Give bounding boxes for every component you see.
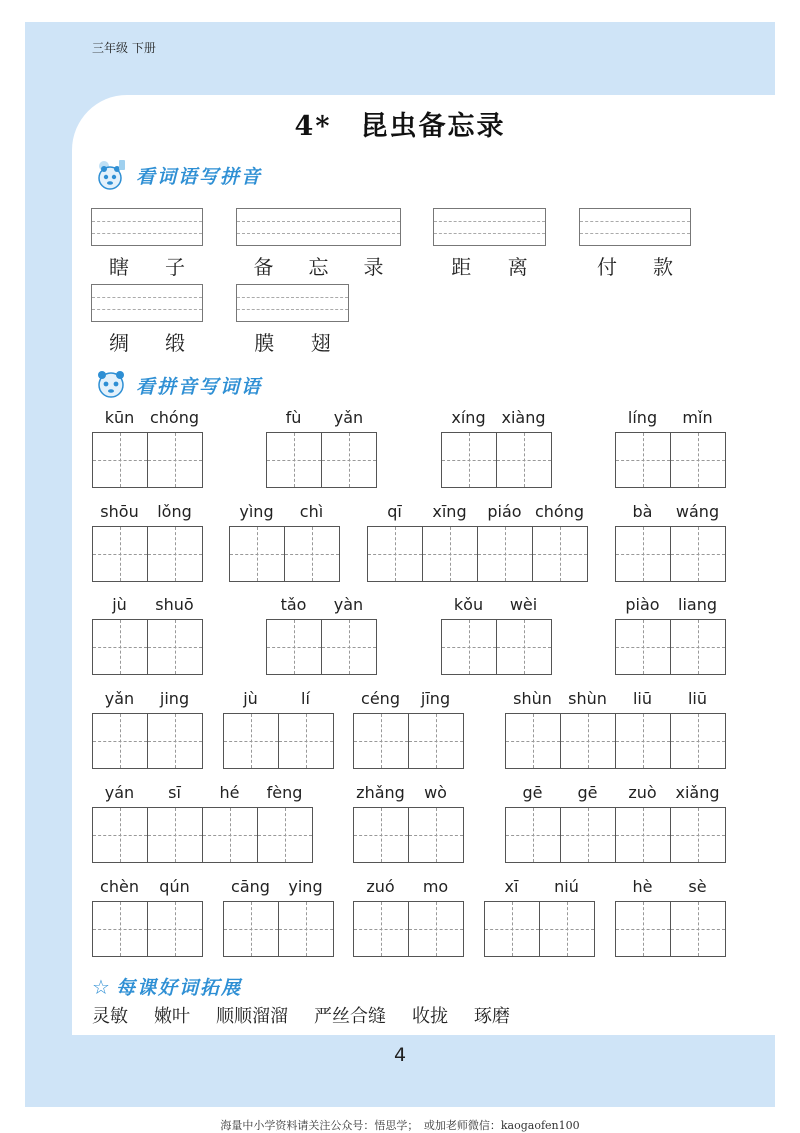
word-char: 款 [653, 255, 673, 279]
tian-zi-ge-cell[interactable] [671, 714, 725, 768]
pinyin-syllable: gē [522, 783, 543, 802]
tian-zi-ge-cell[interactable] [148, 714, 202, 768]
pinyin-writing-lines[interactable] [91, 208, 203, 246]
tian-zi-ge-cell[interactable] [506, 714, 561, 768]
pinyin-syllable: niú [554, 877, 579, 896]
pinyin-syllable: chèn [100, 877, 139, 896]
tian-zi-ge-cell[interactable] [616, 527, 671, 581]
pinyin-writing-lines[interactable] [433, 208, 546, 246]
pinyin-syllable: cāng [231, 877, 270, 896]
tian-zi-ge-cell[interactable] [497, 620, 551, 674]
tian-zi-ge-cell[interactable] [148, 902, 202, 956]
tian-zi-ge-cell[interactable] [506, 808, 561, 862]
extension-word: 嫩叶 [154, 1006, 190, 1027]
pinyin-syllable: líng [627, 408, 658, 427]
tian-zi-ge-cell[interactable] [616, 433, 671, 487]
tian-zi-ge-cell[interactable] [423, 527, 478, 581]
tian-zi-ge-cell[interactable] [478, 527, 533, 581]
pinyin-syllable: chóng [534, 502, 585, 521]
pinyin-word-group [615, 502, 725, 582]
tian-zi-ge-cell[interactable] [354, 808, 409, 862]
pinyin-syllable: céng [361, 689, 400, 708]
tian-zi-ge-cell[interactable] [230, 527, 285, 581]
pinyin-syllable: qī [387, 502, 402, 521]
section-read-words-header [92, 158, 262, 192]
section-extension-label: 每课好词拓展 [115, 977, 242, 999]
tian-zi-ge-cell[interactable] [409, 902, 463, 956]
pinyin-syllable: ying [288, 877, 323, 896]
tian-zi-ge-cell[interactable] [671, 808, 725, 862]
tian-zi-ge-cell[interactable] [442, 620, 497, 674]
pinyin-word-group [441, 408, 551, 488]
pinyin-syllable: chóng [149, 408, 200, 427]
tian-zi-ge-cell[interactable] [93, 808, 148, 862]
word-char: 瞎 [109, 255, 129, 279]
pinyin-syllable: lí [301, 689, 310, 708]
pinyin-syllable: xīng [432, 502, 467, 521]
pinyin-syllable: piáo [487, 502, 522, 521]
word-char: 付 [597, 255, 617, 279]
tian-zi-ge-cell[interactable] [409, 714, 463, 768]
section-extension-header [92, 973, 242, 1000]
pinyin-word-group [92, 408, 202, 488]
pinyin-syllable: kūn [104, 408, 135, 427]
tian-zi-ge-cell[interactable] [93, 902, 148, 956]
word-char: 膜 [254, 331, 275, 355]
tian-zi-ge-cell[interactable] [224, 714, 279, 768]
extension-word: 顺顺溜溜 [216, 1006, 288, 1027]
word-char: 忘 [308, 255, 329, 279]
tian-zi-ge-cell[interactable] [671, 433, 725, 487]
tian-zi-ge-cell[interactable] [671, 527, 725, 581]
tian-zi-ge-cell[interactable] [409, 808, 463, 862]
pinyin-syllable: gē [577, 783, 598, 802]
pinyin-syllable: yàn [333, 595, 364, 614]
tian-zi-ge-cell[interactable] [258, 808, 312, 862]
pinyin-syllable: jing [159, 689, 190, 708]
word-char: 备 [253, 255, 274, 279]
pinyin-syllable: sè [688, 877, 707, 896]
word-char: 缎 [165, 331, 185, 355]
pinyin-word-group [615, 595, 725, 675]
pinyin-word-group [92, 502, 202, 582]
extension-word-list [92, 1002, 510, 1028]
tian-zi-ge-cell[interactable] [561, 808, 616, 862]
tian-zi-ge-cell[interactable] [148, 527, 202, 581]
pinyin-word-group [92, 877, 202, 957]
pinyin-word-group [229, 502, 339, 582]
pinyin-word-group [441, 595, 551, 675]
pinyin-syllable: lǒng [157, 502, 192, 521]
pinyin-writing-lines[interactable] [236, 284, 349, 322]
pinyin-word-group [615, 877, 725, 957]
pinyin-syllable: xiàng [501, 408, 546, 427]
pinyin-syllable: piào [625, 595, 660, 614]
pinyin-syllable: zuò [628, 783, 657, 802]
tian-zi-ge-cell[interactable] [148, 620, 202, 674]
pinyin-word-group [484, 877, 594, 957]
word-char: 绸 [109, 331, 129, 355]
pinyin-syllable: zuó [366, 877, 395, 896]
pinyin-word-group [353, 783, 463, 863]
tian-zi-ge-cell[interactable] [671, 620, 725, 674]
pinyin-syllable: mo [422, 877, 449, 896]
pinyin-syllable: yǎn [333, 408, 364, 427]
pinyin-syllable: wèi [509, 595, 538, 614]
pinyin-syllable: wáng [675, 502, 720, 521]
footer-note: 海量中小学资料请关注公众号：悟思学； 或加老师微信：kaogaofen100 [220, 1119, 580, 1132]
tian-zi-ge-cell[interactable] [224, 902, 279, 956]
word-char: 距 [451, 255, 472, 279]
pinyin-syllable: xiǎng [675, 783, 720, 802]
tian-zi-ge-cell[interactable] [322, 433, 376, 487]
tian-zi-ge-cell[interactable] [93, 527, 148, 581]
tian-zi-ge-cell[interactable] [93, 620, 148, 674]
pinyin-syllable: yǎn [104, 689, 135, 708]
pinyin-syllable: xī [504, 877, 519, 896]
pinyin-word-group [223, 689, 333, 769]
tian-zi-ge-cell[interactable] [267, 433, 322, 487]
word-char: 翅 [310, 331, 331, 355]
tian-zi-ge-cell[interactable] [148, 433, 202, 487]
tian-zi-ge-cell[interactable] [285, 527, 339, 581]
word-char: 子 [165, 255, 185, 279]
tian-zi-ge-cell[interactable] [442, 433, 497, 487]
panda-mascot-icon [92, 368, 130, 402]
pinyin-syllable: zhǎng [356, 783, 405, 802]
tian-zi-ge-cell[interactable] [322, 620, 376, 674]
pinyin-writing-lines[interactable] [579, 208, 691, 246]
pinyin-syllable: yìng [239, 502, 274, 521]
section-read-words-label: 看词语写拼音 [136, 165, 263, 188]
pinyin-syllable: hé [219, 783, 240, 802]
pinyin-writing-lines[interactable] [91, 284, 203, 322]
tian-zi-ge-cell[interactable] [497, 433, 551, 487]
tian-zi-ge-cell[interactable] [354, 714, 409, 768]
page-number: 4 [393, 1044, 407, 1066]
lesson-title: 4* 昆虫备忘录 [294, 111, 506, 142]
pinyin-syllable: xíng [451, 408, 486, 427]
star-icon: ☆ [92, 974, 110, 999]
pinyin-syllable: qún [159, 877, 190, 896]
tian-zi-ge-cell[interactable] [203, 808, 258, 862]
extension-word: 灵敏 [92, 1006, 128, 1027]
word-char: 录 [363, 255, 384, 279]
pinyin-syllable: fèng [266, 783, 303, 802]
pinyin-syllable: kǒu [453, 595, 484, 614]
section-write-words-header [92, 368, 262, 402]
tian-zi-ge-cell[interactable] [368, 527, 423, 581]
tian-zi-ge-cell[interactable] [561, 714, 616, 768]
pinyin-syllable: shùn [568, 689, 607, 708]
pinyin-syllable: liang [678, 595, 717, 614]
tian-zi-ge-cell[interactable] [354, 902, 409, 956]
pinyin-syllable: shuō [155, 595, 194, 614]
pinyin-word-group [92, 595, 202, 675]
pinyin-word-group [505, 783, 725, 863]
pinyin-syllable: shōu [100, 502, 139, 521]
pinyin-word-group [353, 689, 463, 769]
pinyin-syllable: jù [112, 595, 127, 614]
pinyin-word-group [615, 408, 725, 488]
section-write-words-label: 看拼音写词语 [136, 375, 263, 398]
panda-mascot-icon [92, 158, 130, 192]
pinyin-syllable: shùn [513, 689, 552, 708]
tian-zi-ge-cell[interactable] [279, 714, 333, 768]
pinyin-syllable: wò [424, 783, 447, 802]
tian-zi-ge-cell[interactable] [616, 902, 671, 956]
tian-zi-ge-cell[interactable] [616, 714, 671, 768]
extension-word: 严丝合缝 [314, 1006, 386, 1027]
extension-word: 收拢 [412, 1006, 448, 1027]
tian-zi-ge-cell[interactable] [616, 620, 671, 674]
tian-zi-ge-cell[interactable] [671, 902, 725, 956]
pinyin-word-group [505, 689, 725, 769]
pinyin-syllable: tǎo [280, 595, 307, 614]
tian-zi-ge-cell[interactable] [485, 902, 540, 956]
tian-zi-ge-cell[interactable] [93, 433, 148, 487]
pinyin-syllable: bà [632, 502, 653, 521]
pinyin-word-group [92, 783, 312, 863]
pinyin-syllable: yán [104, 783, 135, 802]
tian-zi-ge-cell[interactable] [279, 902, 333, 956]
grade-label: 三年级 下册 [92, 41, 156, 55]
pinyin-syllable: jīng [420, 689, 451, 708]
pinyin-word-group [223, 877, 333, 957]
tian-zi-ge-cell[interactable] [533, 527, 587, 581]
tian-zi-ge-cell[interactable] [540, 902, 594, 956]
word-char: 离 [507, 255, 528, 279]
pinyin-word-group [92, 689, 202, 769]
pinyin-syllable: jù [243, 689, 258, 708]
tian-zi-ge-cell[interactable] [148, 808, 203, 862]
pinyin-syllable: fù [285, 408, 302, 427]
pinyin-word-group [266, 595, 376, 675]
pinyin-writing-lines[interactable] [236, 208, 401, 246]
pinyin-syllable: sī [168, 783, 181, 802]
tian-zi-ge-cell[interactable] [616, 808, 671, 862]
extension-word: 琢磨 [474, 1006, 510, 1027]
pinyin-syllable: liū [687, 689, 708, 708]
tian-zi-ge-cell[interactable] [93, 714, 148, 768]
pinyin-word-group [353, 877, 463, 957]
pinyin-word-group [367, 502, 587, 582]
pinyin-syllable: hè [632, 877, 653, 896]
tian-zi-ge-cell[interactable] [267, 620, 322, 674]
pinyin-word-group [266, 408, 376, 488]
pinyin-syllable: chì [299, 502, 324, 521]
pinyin-syllable: mǐn [682, 408, 713, 427]
pinyin-syllable: liū [632, 689, 653, 708]
